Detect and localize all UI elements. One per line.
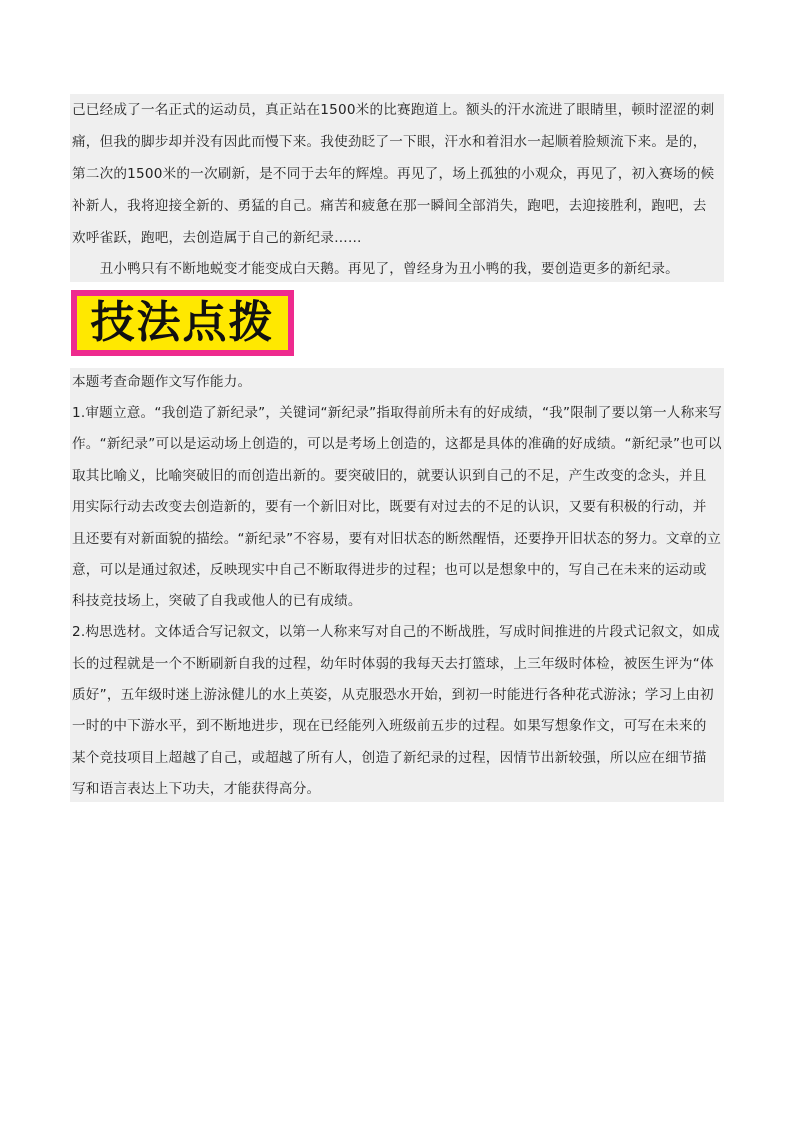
analysis-line: 写和语言表达上下功夫，才能获得高分。 <box>72 781 321 797</box>
section-badge <box>71 290 294 356</box>
analysis-line: 质好”，五年级时迷上游泳健儿的水上英姿，从克服恐水开始，到初一时能进行各种花式游泳；学习上由初 <box>72 687 714 703</box>
analysis-line: 意，可以是通过叙述，反映现实中自己不断取得进步的过程；也可以是想象中的，写自己在未来的运动或 <box>72 562 707 578</box>
analysis-line: 长的过程就是一个不断刷新自我的过程，幼年时体弱的我每天去打篮球，上三年级时体检，被医生评为“体 <box>72 656 714 672</box>
passage-block <box>70 94 724 282</box>
analysis-line: 取其比喻义，比喻突破旧的而创造出新的。要突破旧的，就要认识到自己的不足，产生改变的念头，并且 <box>72 468 707 484</box>
passage-closing-line: 丑小鸭只有不断地蜕变才能变成白天鹅。再见了，曾经身为丑小鸭的我，要创造更多的新纪录。 <box>72 261 679 277</box>
analysis-line: 2.构思选材。文体适合写记叙文，以第一人称来写对自己的不断战胜，写成时间推进的片段式记叙文，如成 <box>72 624 720 640</box>
passage-line: 补新人，我将迎接全新的、勇猛的自己。痛苦和疲惫在那一瞬间全部消失，跑吧，去迎接胜利，跑吧，去 <box>72 198 707 214</box>
analysis-line: 一时的中下游水平，到不断地进步，现在已经能列入班级前五步的过程。如果写想象作文，可写在未来的 <box>72 718 707 734</box>
analysis-line: 1.审题立意。“我创造了新纪录”，关键词“新纪录”指取得前所未有的好成绩，“我”限制了要以第一人称来写 <box>72 405 722 421</box>
passage-line: 痛，但我的脚步却并没有因此而慢下来。我使劲眨了一下眼，汗水和着泪水一起顺着脸颊流下来。是的， <box>72 134 707 150</box>
analysis-line: 科技竞技场上，突破了自我或他人的已有成绩。 <box>72 593 362 609</box>
analysis-line: 作。“新纪录”可以是运动场上创造的，可以是考场上创造的，这都是具体的准确的好成绩。“新纪录”也可以 <box>72 436 722 452</box>
analysis-line: 本题考查命题作文写作能力。 <box>72 374 252 390</box>
analysis-line: 某个竞技项目上超越了自己，或超越了所有人，创造了新纪录的过程，因情节出新较强，所以应在细节描 <box>72 750 707 766</box>
passage-line: 欢呼雀跃，跑吧，去创造属于自己的新纪录…… <box>72 230 362 246</box>
passage-line: 己已经成了一名正式的运动员，真正站在1500米的比赛跑道上。额头的汗水流进了眼睛里，顿时涩涩的刺 <box>72 102 715 118</box>
analysis-line: 且还要有对新面貌的描绘。“新纪录”不容易，要有对旧状态的断然醒悟，还要挣开旧状态的努力。文章的立 <box>72 531 721 547</box>
analysis-line: 用实际行动去改变去创造新的，要有一个新旧对比，既要有对过去的不足的认识，又要有积极的行动，并 <box>72 499 707 515</box>
passage-line: 第二次的1500米的一次刷新，是不同于去年的辉煌。再见了，场上孤独的小观众，再见了，初入赛场的候 <box>72 166 715 182</box>
section-badge-title: 技法点拨 <box>90 297 275 348</box>
section-badge-inner <box>77 296 288 350</box>
